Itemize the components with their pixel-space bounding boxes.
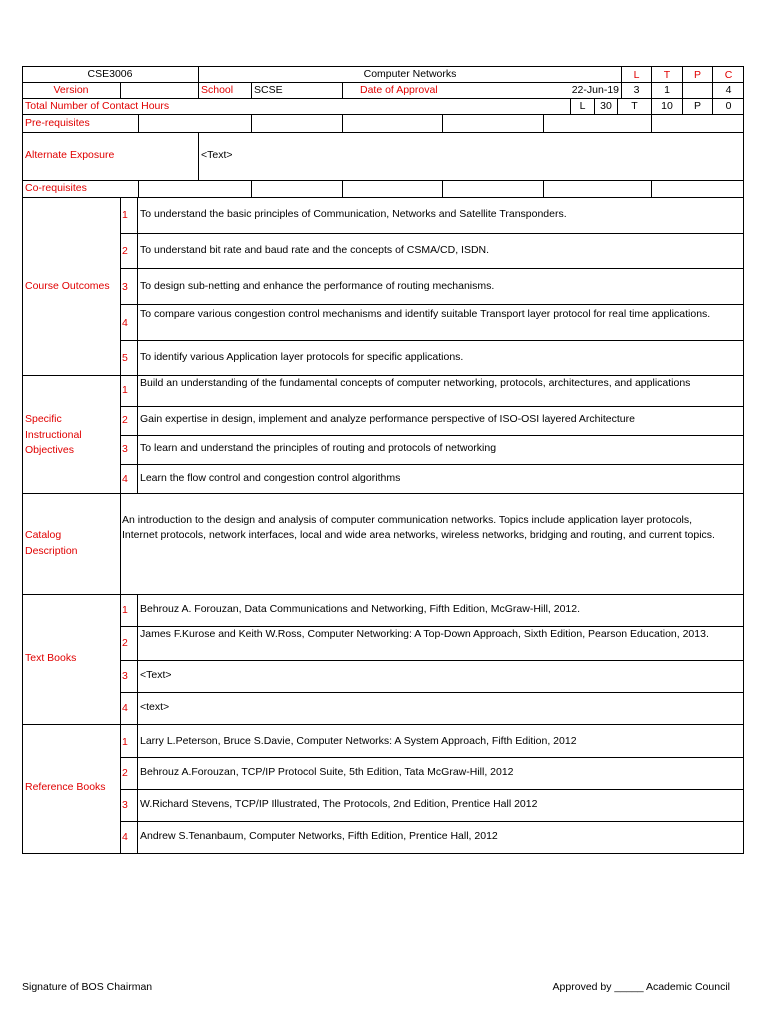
- reference-book-text: W.Richard Stevens, TCP/IP Illustrated, The Protocols, 2nd Edition, Prentice Hall 2012: [140, 798, 538, 810]
- outcome-number: 3: [122, 281, 128, 293]
- objective-number: 2: [122, 414, 128, 426]
- text-book-text: <text>: [140, 701, 170, 713]
- text-book-text: James F.Kurose and Keith W.Ross, Computer Networking: A Top-Down Approach, Sixth Edition, Pearson Education, 2013.: [140, 628, 709, 640]
- objective-text: Gain expertise in design, implement and analyze performance perspective of ISO-OSI layered Architecture: [140, 413, 635, 425]
- school-label: School: [201, 84, 234, 96]
- contact-hours-label: Total Number of Contact Hours: [25, 100, 170, 112]
- hours-l-value: 30: [600, 100, 612, 112]
- approval-label: Date of Approval: [360, 84, 438, 96]
- outcome-number: 4: [122, 317, 128, 329]
- reference-book-number: 1: [122, 736, 128, 748]
- course-title: Computer Networks: [363, 68, 457, 80]
- objective-text: Learn the flow control and congestion control algorithms: [140, 472, 401, 484]
- footer-signature: Signature of BOS Chairman: [22, 981, 153, 993]
- coreq-label: Co-requisites: [25, 182, 87, 194]
- ltpc-value-c: 4: [725, 84, 732, 96]
- objectives-label: Specific Instructional Objectives: [25, 413, 82, 456]
- outcome-text: To design sub-netting and enhance the performance of routing mechanisms.: [140, 280, 495, 292]
- footer-approval: Approved by _____ Academic Council: [552, 981, 730, 993]
- reference-book-text: Behrouz A.Forouzan, TCP/IP Protocol Suite, 5th Edition, Tata McGraw-Hill, 2012: [140, 766, 514, 778]
- outcome-text: To identify various Application layer protocols for specific applications.: [140, 351, 464, 363]
- outcome-number: 2: [122, 245, 128, 257]
- reference-book-text: Larry L.Peterson, Bruce S.Davie, Computer Networks: A System Approach, Fifth Edition, 2012: [140, 735, 577, 747]
- prereq-label: Pre-requisites: [25, 117, 90, 129]
- version-label: Version: [53, 84, 89, 96]
- ltpc-label-t: T: [663, 69, 671, 81]
- reference-book-number: 2: [122, 767, 128, 779]
- objective-text: To learn and understand the principles of routing and protocols of networking: [140, 442, 497, 454]
- course-code: CSE3006: [87, 68, 133, 80]
- text-book-number: 4: [122, 702, 128, 714]
- objective-number: 3: [122, 443, 128, 455]
- hours-l-label: L: [579, 100, 586, 112]
- school-value: SCSE: [254, 84, 283, 96]
- reference-books-label: Reference Books: [25, 781, 106, 793]
- ltpc-label-c: C: [724, 69, 733, 81]
- approval-date: 22-Jun-19: [571, 84, 619, 96]
- objective-text: Build an understanding of the fundamental concepts of computer networking, protocols, architectures, and applications: [140, 377, 691, 389]
- text-book-number: 2: [122, 637, 128, 649]
- ltpc-value-l: 3: [633, 84, 640, 96]
- hours-t-label: T: [631, 100, 638, 112]
- text-book-number: 1: [122, 604, 128, 616]
- hours-t-value: 10: [661, 100, 673, 112]
- text-book-text: Behrouz A. Forouzan, Data Communications and Networking, Fifth Edition, McGraw-Hill, 2012.: [140, 603, 581, 615]
- hours-p-label: P: [693, 100, 701, 112]
- ltpc-label-l: L: [633, 69, 640, 81]
- reference-book-number: 3: [122, 799, 128, 811]
- objective-number: 4: [122, 473, 128, 485]
- alternate-value: <Text>: [201, 149, 233, 161]
- course-outcomes-label: Course Outcomes: [25, 280, 110, 292]
- outcome-text: To understand the basic principles of Communication, Networks and Satellite Transponders.: [140, 208, 567, 220]
- reference-book-text: Andrew S.Tenanbaum, Computer Networks, Fifth Edition, Prentice Hall, 2012: [140, 830, 498, 842]
- text-book-number: 3: [122, 670, 128, 682]
- alternate-label: Alternate Exposure: [25, 149, 115, 161]
- ltpc-label-p: P: [693, 69, 701, 81]
- text-book-text: <Text>: [140, 669, 172, 681]
- outcome-text: To compare various congestion control mechanisms and identify suitable Transport layer protocol for real time applications.: [140, 308, 711, 320]
- objective-number: 1: [122, 384, 128, 396]
- catalog-text: An introduction to the design and analysis of computer communication networks. Topics include application layer protocols, Internet protocols, network interfaces, local and wide area networks, wireless networks, bridging and routing, and current topics.: [122, 514, 715, 541]
- outcome-number: 5: [122, 352, 128, 364]
- text-books-label: Text Books: [25, 652, 77, 664]
- outcome-number: 1: [122, 209, 128, 221]
- hours-p-value: 0: [725, 100, 732, 112]
- outcome-text: To understand bit rate and baud rate and the concepts of CSMA/CD, ISDN.: [140, 244, 490, 256]
- reference-book-number: 4: [122, 831, 128, 843]
- ltpc-value-t: 1: [664, 84, 670, 96]
- catalog-label: Catalog Description: [25, 529, 78, 557]
